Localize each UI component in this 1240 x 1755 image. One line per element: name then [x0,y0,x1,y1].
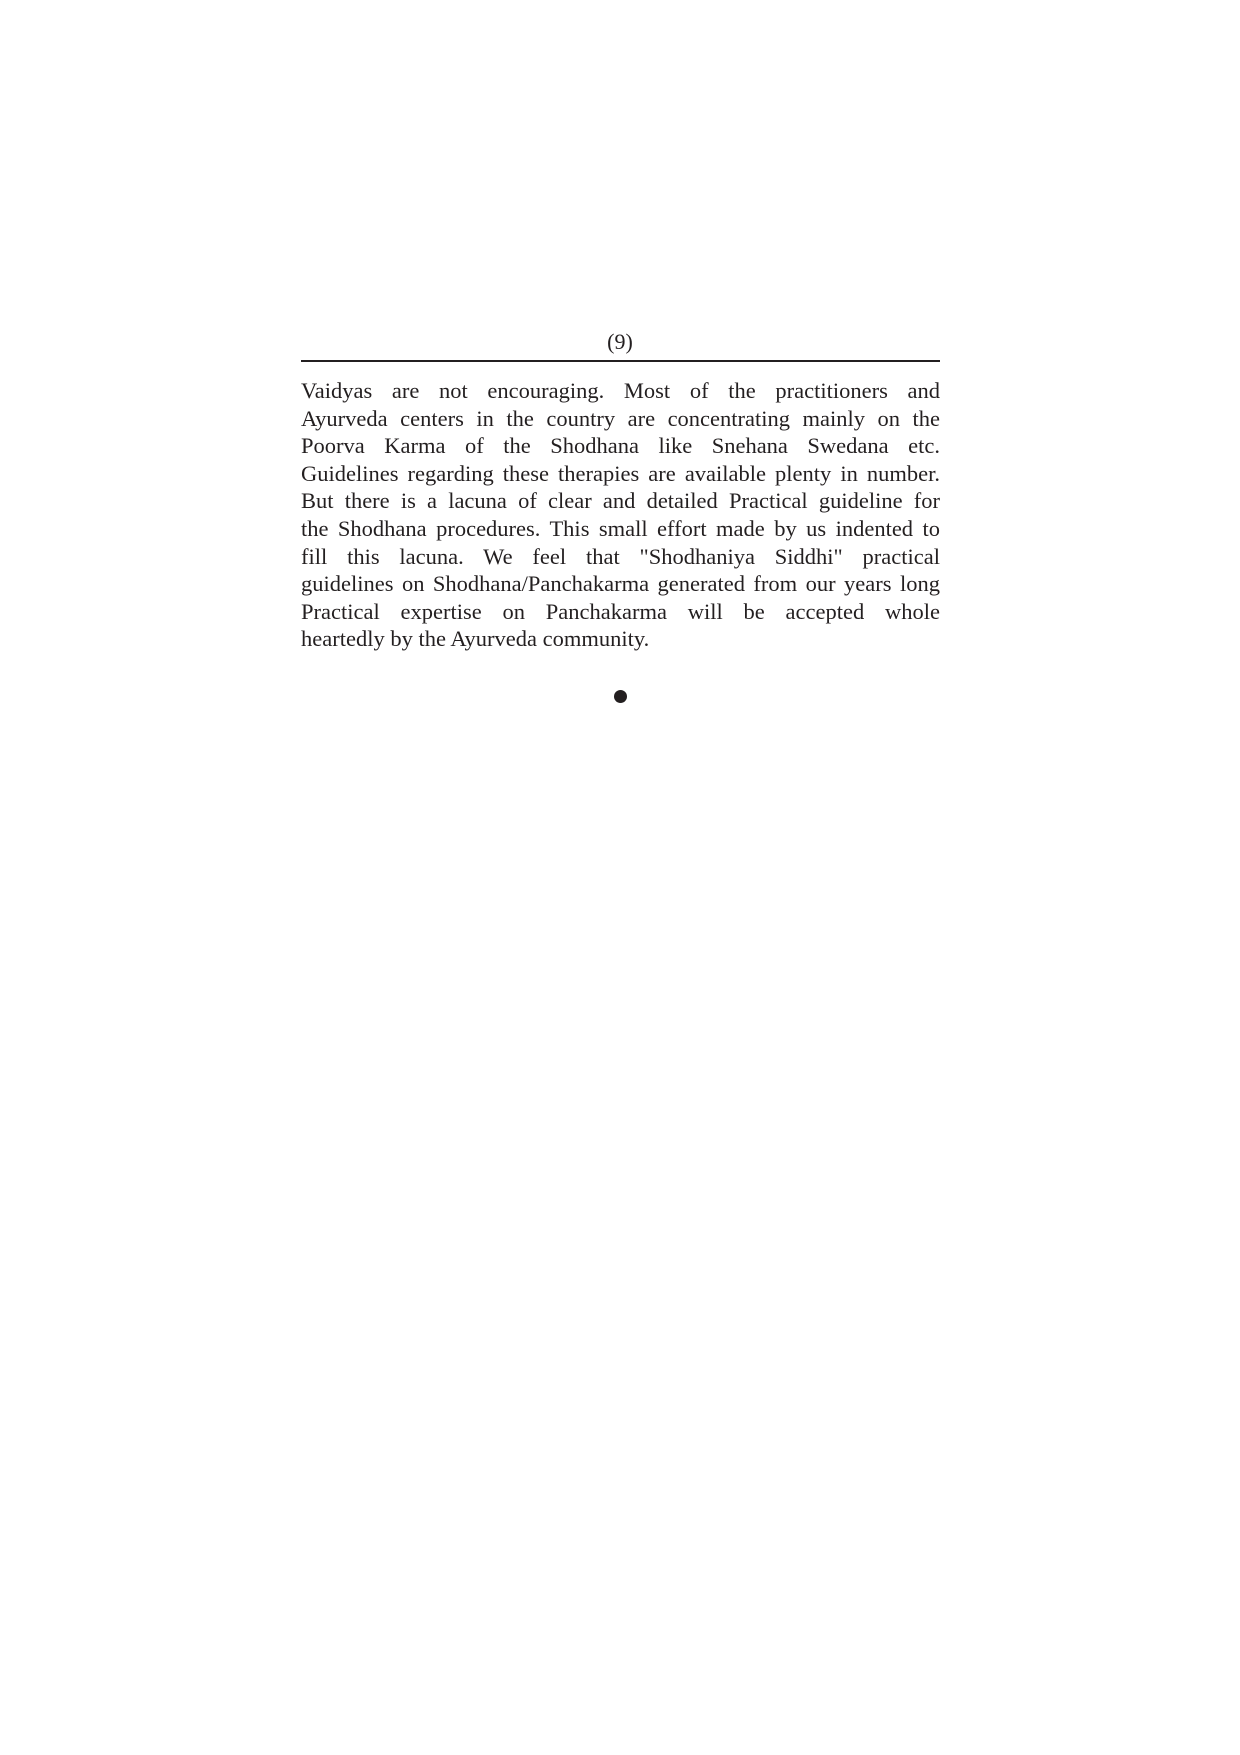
header-rule [301,360,940,362]
page-number: (9) [607,329,633,354]
body-paragraph [301,377,940,653]
paragraph-line: Ayurveda centers in the country are concentrating mainly on the [301,405,940,431]
paragraph-line: heartedly by the Ayurveda community. [301,626,650,652]
paragraph-line: Poorva Karma of the Shodhana like Snehana Swedana etc. [301,433,940,459]
paragraph-line: Practical expertise on Panchakarma will be accepted whole [301,598,940,624]
end-bullet-icon [614,690,627,703]
paragraph-line: guidelines on Shodhana/Panchakarma generated from our years long [301,571,940,597]
paragraph-line: But there is a lacuna of clear and detailed Practical guideline for [301,488,940,514]
paragraph-line: the Shodhana procedures. This small effort made by us indented to [301,515,940,541]
paragraph-line: Vaidyas are not encouraging. Most of the practitioners and [301,378,940,403]
paragraph-line: Guidelines regarding these therapies are available plenty in number. [301,460,940,486]
paragraph-line: fill this lacuna. We feel that "Shodhaniya Siddhi" practical [301,543,940,569]
